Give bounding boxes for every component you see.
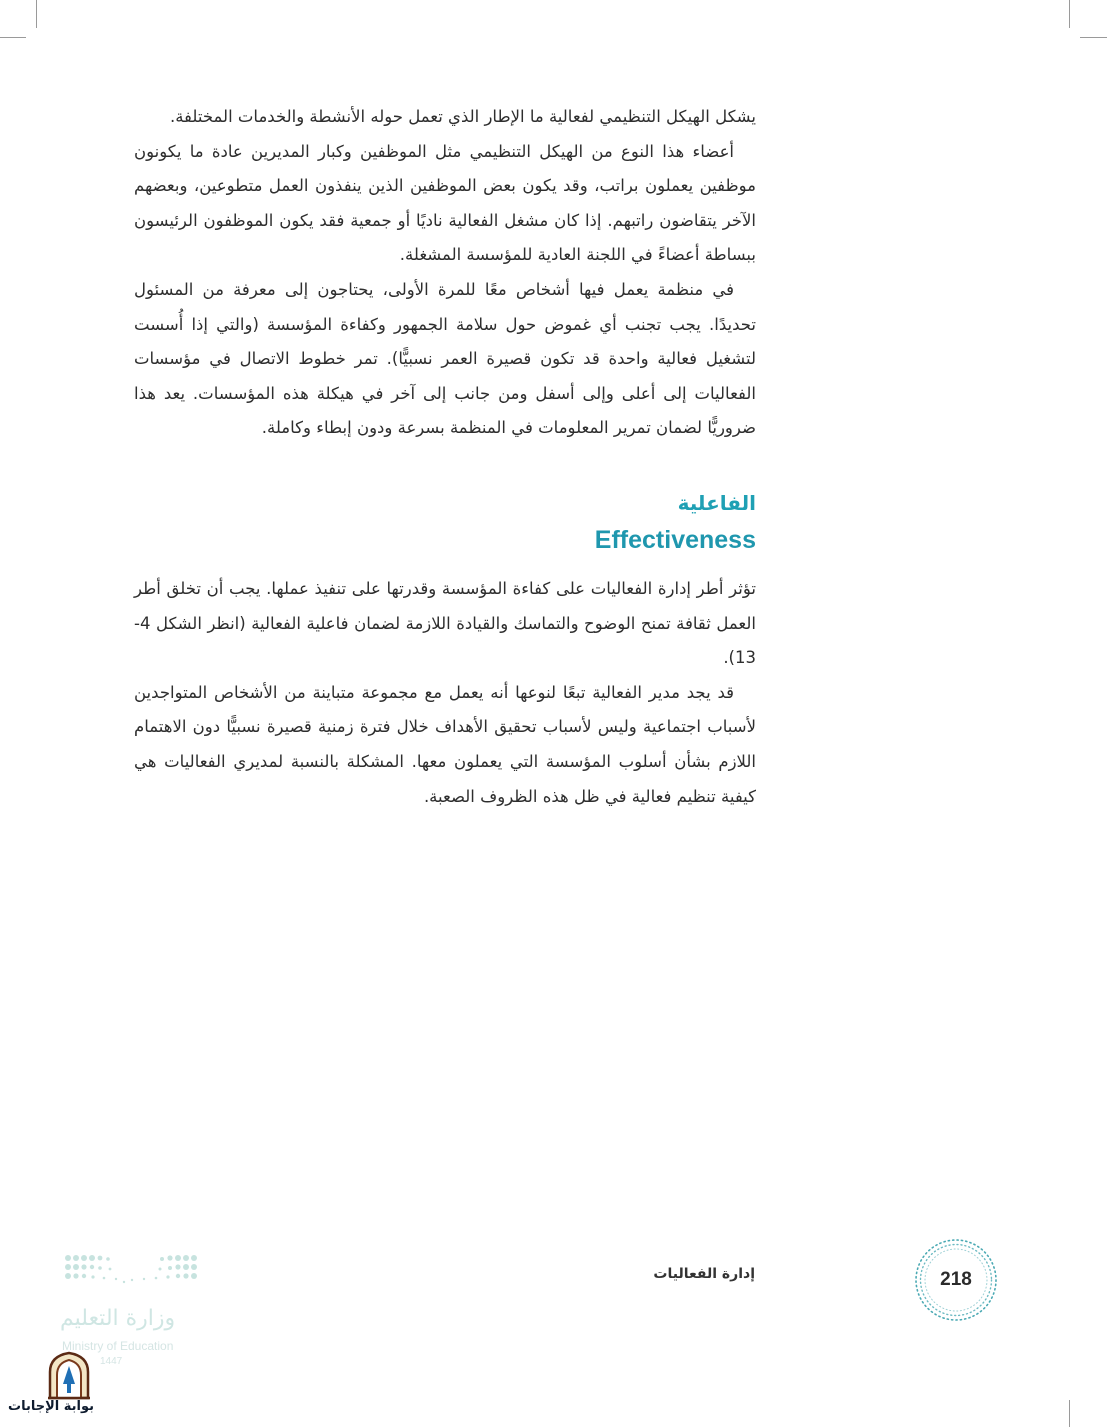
paragraph-frameworks: تؤثر أطر إدارة الفعاليات على كفاءة المؤسسة وقدرتها على تنفيذ عملها. يجب أن تخلق أطر العمل ثقافة تمنح الوضوح والتماسك والقيادة اللازمة لضمان فاعلية الفعالية (انظر الشكل 4-13).	[134, 578, 756, 668]
ministry-year: 1447	[100, 1356, 123, 1367]
crop-mark-bottom-right	[1069, 1400, 1070, 1427]
portal-gate-icon	[44, 1350, 94, 1400]
section-title-arabic: الفاعلية	[677, 490, 756, 515]
ministry-logo-dots-icon	[60, 1252, 202, 1298]
paragraph-first-time-org: في منظمة يعمل فيها أشخاص معًا للمرة الأولى، يحتاجون إلى معرفة من المسئول تحديدًا. يجب تجنب أي غموض حول سلامة الجمهور وكفاءة المؤسسة (والتي إذا أُسست لتشغيل فعالية واحدة قد تكون قصيرة العمر نسبيًّا). تمر خطوط الاتصال في مؤسسات الفعاليات إلى أعلى وإلى أسفل ومن جانب إلى آخر في هيكلة هذه المؤسسات. يعد هذا ضروريًّا لضمان تمرير المعلومات في المنظمة بسرعة ودون إبطاء وكاملة.	[134, 279, 756, 438]
paragraph-members: أعضاء هذا النوع من الهيكل التنظيمي مثل الموظفين وكبار المديرين عادة ما يكونون موظفين يعملون براتب، وقد يكون بعض الموظفين الذين ينفذون العمل متطوعين، وبعضهم الآخر يتقاضون راتبهم. إذا كان مشغل الفعالية ناديًا أو جمعية فقد يكون الموظفون الرئيسون ببساطة أعضاءً في اللجنة العادية للمؤسسة المشغلة.	[134, 141, 756, 265]
running-footer-title: إدارة الفعاليات	[653, 1266, 755, 1282]
page-number: 218	[940, 1269, 972, 1290]
ministry-name-arabic: وزارة التعليم	[60, 1306, 176, 1331]
page-content	[134, 100, 756, 814]
portal-watermark-label: بوابة الإجابات	[8, 1399, 94, 1414]
section-title-english: Effectiveness	[594, 525, 756, 554]
ministry-name-english: Ministry of Education	[62, 1339, 174, 1353]
crop-mark-top-right	[1069, 0, 1070, 28]
section-heading	[134, 486, 756, 560]
crop-mark-left-top	[0, 37, 26, 38]
crop-mark-top-left	[36, 0, 37, 28]
crop-mark-right-top	[1080, 37, 1107, 38]
paragraph-manager-challenge: قد يجد مدير الفعالية تبعًا لنوعها أنه يعمل مع مجموعة متباينة من الأشخاص المتواجدين لأسباب اجتماعية وليس لأسباب تحقيق الأهداف خلال فترة زمنية قصيرة نسبيًّا دون الاهتمام اللازم بشأن أسلوب المؤسسة التي يعملون معها. المشكلة بالنسبة لمديري الفعاليات هي كيفية تنظيم فعالية في ظل هذه الظروف الصعبة.	[134, 682, 756, 806]
paragraph-structure: يشكل الهيكل التنظيمي لفعالية ما الإطار الذي تعمل حوله الأنشطة والخدمات المختلفة.	[169, 107, 756, 126]
